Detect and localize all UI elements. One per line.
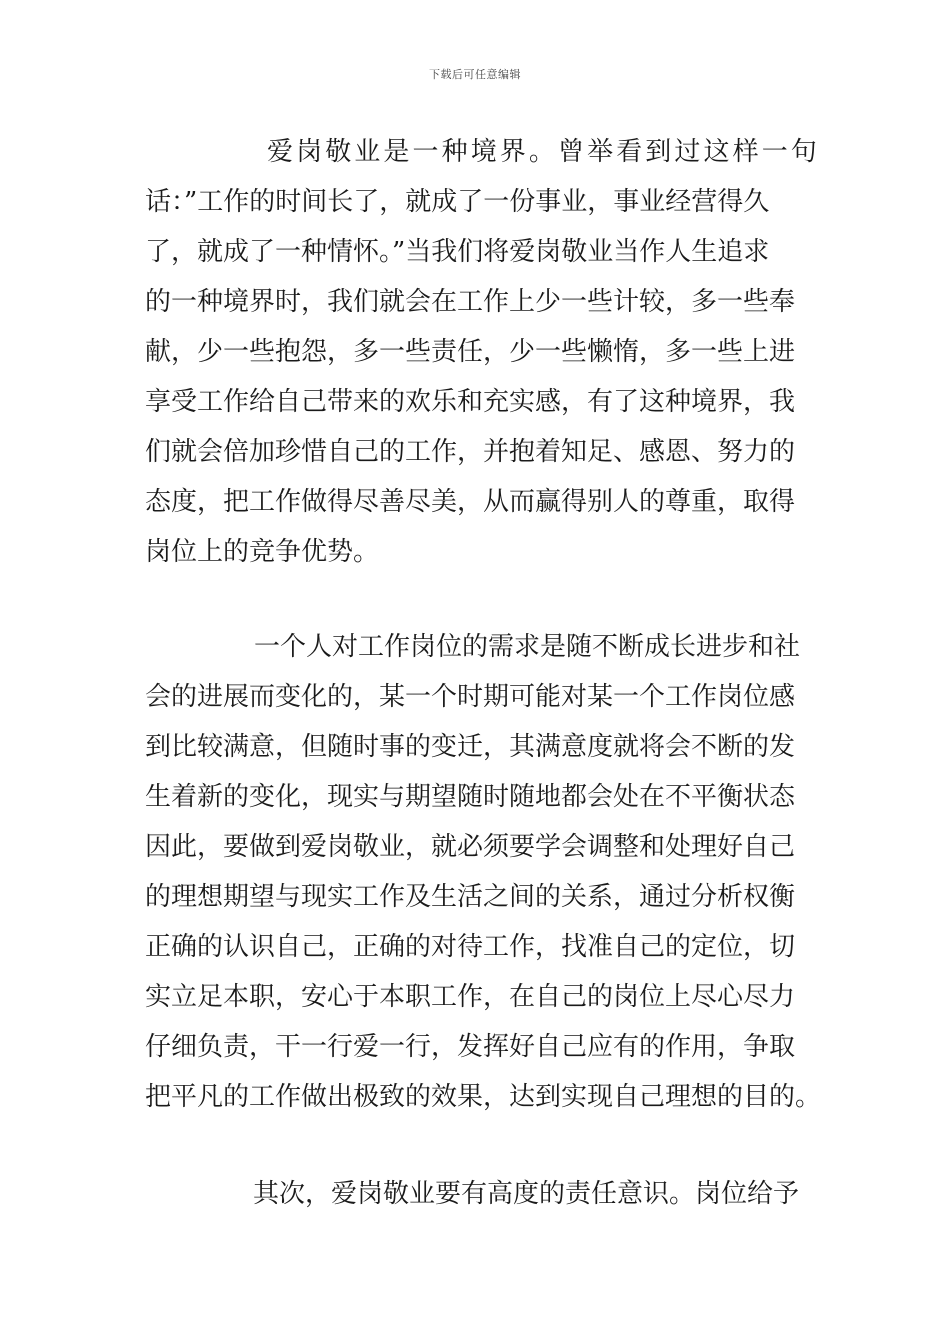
paragraph-line: 享受工作给自己带来的欢乐和充实感，有了这种境界，我 [145,387,796,417]
paragraph-line: 的理想期望与现实工作及生活之间的关系，通过分析权衡 [145,882,796,912]
paragraph-line: 会的进展而变化的，某一个时期可能对某一个工作岗位感 [145,682,796,712]
page-header: 下载后可任意编辑 [429,68,521,81]
paragraph-line: 一个人对工作岗位的需求是随不断成长进步和社 [254,632,801,662]
paragraph-line: 其次，爱岗敬业要有高度的责任意识。岗位给予 [253,1179,800,1209]
paragraph-line: 献，少一些抱怨，多一些责任，少一些懒惰，多一些上进 [145,337,796,367]
paragraph-line: 的一种境界时，我们就会在工作上少一些计较，多一些奉 [145,287,796,317]
paragraph-line: 实立足本职，安心于本职工作，在自己的岗位上尽心尽力 [145,982,796,1012]
paragraph-line: 岗位上的竞争优势。 [145,537,380,567]
paragraph-line: 仔细负责，干一行爱一行，发挥好自己应有的作用，争取 [145,1032,796,1062]
paragraph-3 [145,1169,799,1219]
paragraph-1 [145,127,820,577]
paragraph-line: 话：”工作的时间长了，就成了一份事业，事业经营得久 [145,187,770,217]
paragraph-line: 了，就成了一种情怀。”当我们将爱岗敬业当作人生追求 [145,237,770,267]
paragraph-2 [145,622,821,1122]
paragraph-line: 生着新的变化，现实与期望随时随地都会处在不平衡状态 [145,782,796,812]
paragraph-line: 态度，把工作做得尽善尽美，从而赢得别人的尊重，取得 [145,487,796,517]
paragraph-line: 们就会倍加珍惜自己的工作，并抱着知足、感恩、努力的 [145,437,796,467]
paragraph-line: 因此，要做到爱岗敬业，就必须要学会调整和处理好自己 [145,832,796,862]
paragraph-line: 到比较满意，但随时事的变迁，其满意度就将会不断的发 [145,732,796,762]
paragraph-line: 爱岗敬业是一种境界。曾举看到过这样一句 [267,137,820,167]
paragraph-line: 正确的认识自己，正确的对待工作，找准自己的定位，切 [145,932,796,962]
paragraph-line: 把平凡的工作做出极致的效果，达到实现自己理想的目的。 [145,1082,822,1112]
